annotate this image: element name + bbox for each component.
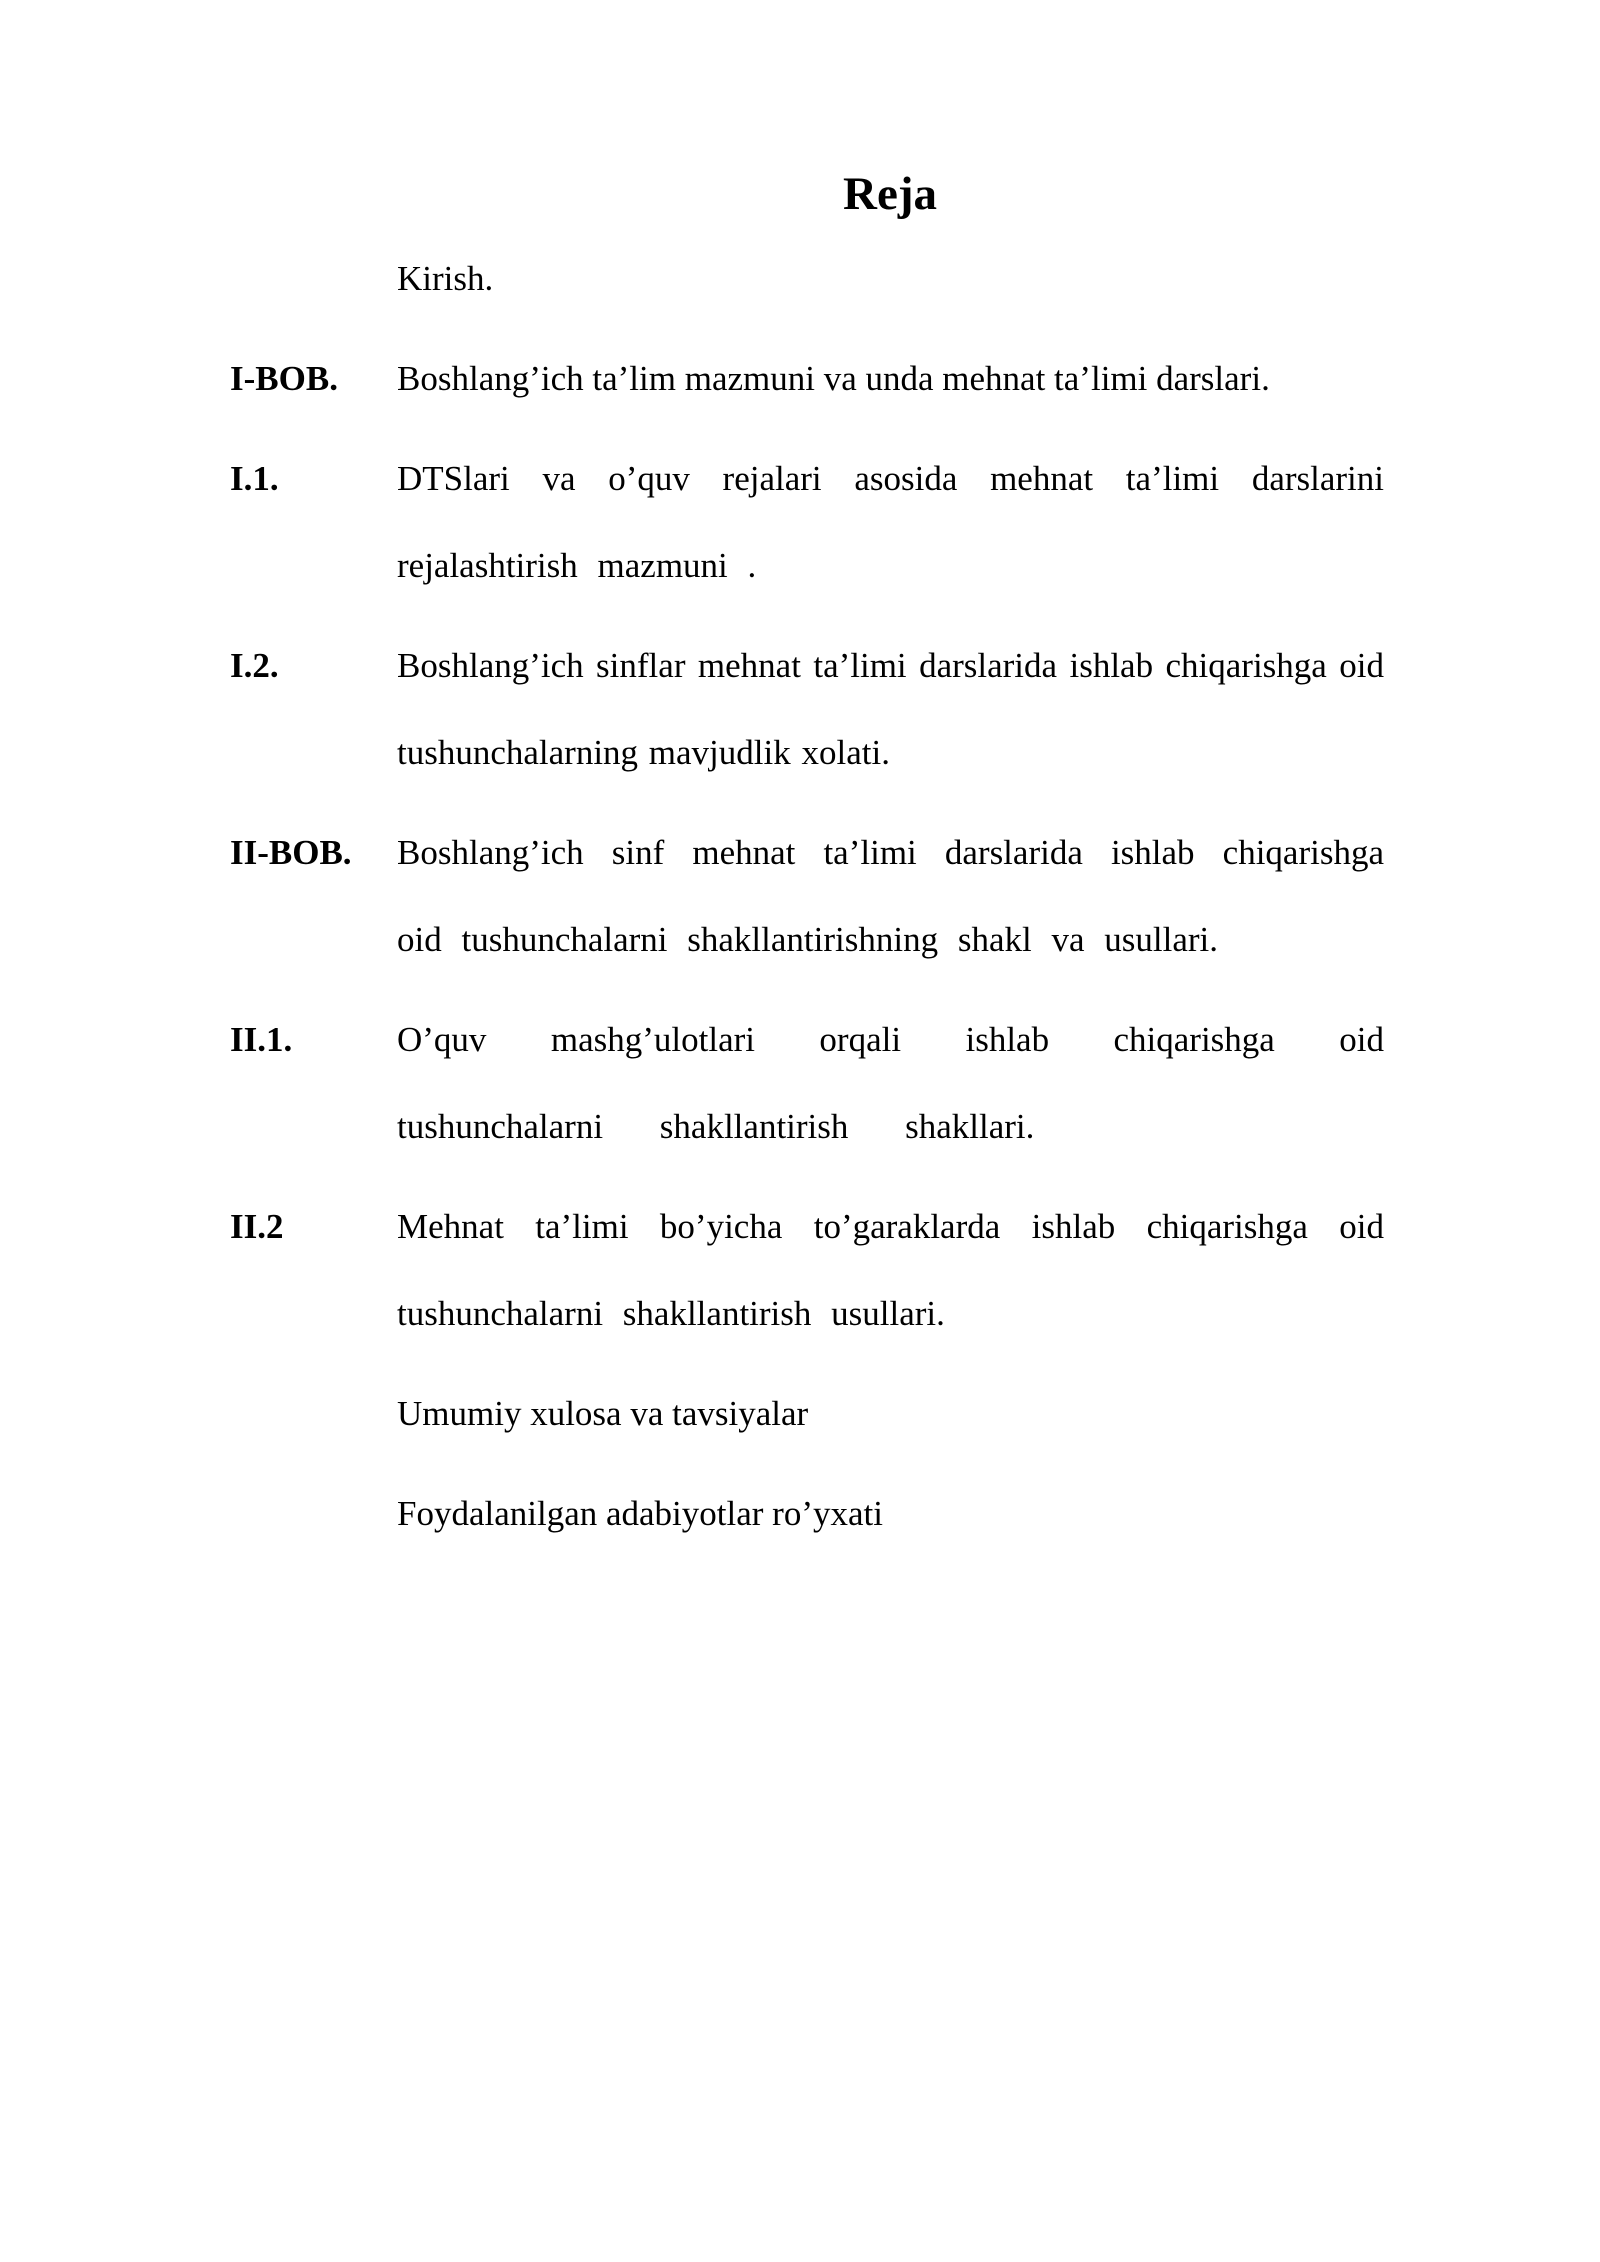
toc-entry-number: II.1. <box>230 1020 293 1059</box>
toc-entry-number: I.2. <box>230 646 279 685</box>
toc-entry-bibliography <box>230 1483 1384 1557</box>
toc-entry-text: Boshlang’ich sinflar mehnat ta’limi darslarida ishlab chiqarishga oid tushunchalarning mavjudlik xolati. <box>397 646 1384 772</box>
toc-entry-chapter-1 <box>230 348 1384 422</box>
toc-entry-section-1-1 <box>230 448 1384 609</box>
toc-entry-number: I.1. <box>230 459 279 498</box>
toc-entry-chapter-2 <box>230 822 1384 983</box>
table-of-contents <box>230 248 1384 1583</box>
toc-entry-text: Kirish. <box>397 259 494 298</box>
toc-entry-text: Boshlang’ich ta’lim mazmuni va unda mehnat ta’limi darslari. <box>397 359 1270 398</box>
toc-entry-text: Boshlang’ich sinf mehnat ta’limi darslarida ishlab chiqarishga oid tushunchalarni shakllantirishning shakl va usullari. <box>397 833 1384 959</box>
toc-entry-text: Foydalanilgan adabiyotlar ro’yxati <box>397 1494 883 1533</box>
toc-entry-number: II-BOB. <box>230 833 352 872</box>
toc-entry-text: Mehnat ta’limi bo’yicha to’garaklarda ishlab chiqarishga oid tushunchalarni shakllantirish usullari. <box>397 1207 1384 1333</box>
toc-entry-text: Umumiy xulosa va tavsiyalar <box>397 1394 809 1433</box>
toc-entry-section-1-2 <box>230 635 1384 796</box>
document-title: Reja <box>843 168 937 220</box>
toc-entry-text: O’quv mashg’ulotlari orqali ishlab chiqarishga oid tushunchalarni shakllantirish shakllari. <box>397 1020 1384 1146</box>
toc-entry-text: DTSlari va o’quv rejalari asosida mehnat ta’limi darslarini rejalashtirish mazmuni . <box>397 459 1384 585</box>
toc-entry-number: I-BOB. <box>230 359 338 398</box>
toc-entry-introduction <box>230 248 1384 322</box>
toc-entry-section-2-2 <box>230 1196 1384 1357</box>
toc-entry-conclusion <box>230 1383 1384 1457</box>
toc-entry-section-2-1 <box>230 1009 1384 1170</box>
toc-entry-number: II.2 <box>230 1207 284 1246</box>
